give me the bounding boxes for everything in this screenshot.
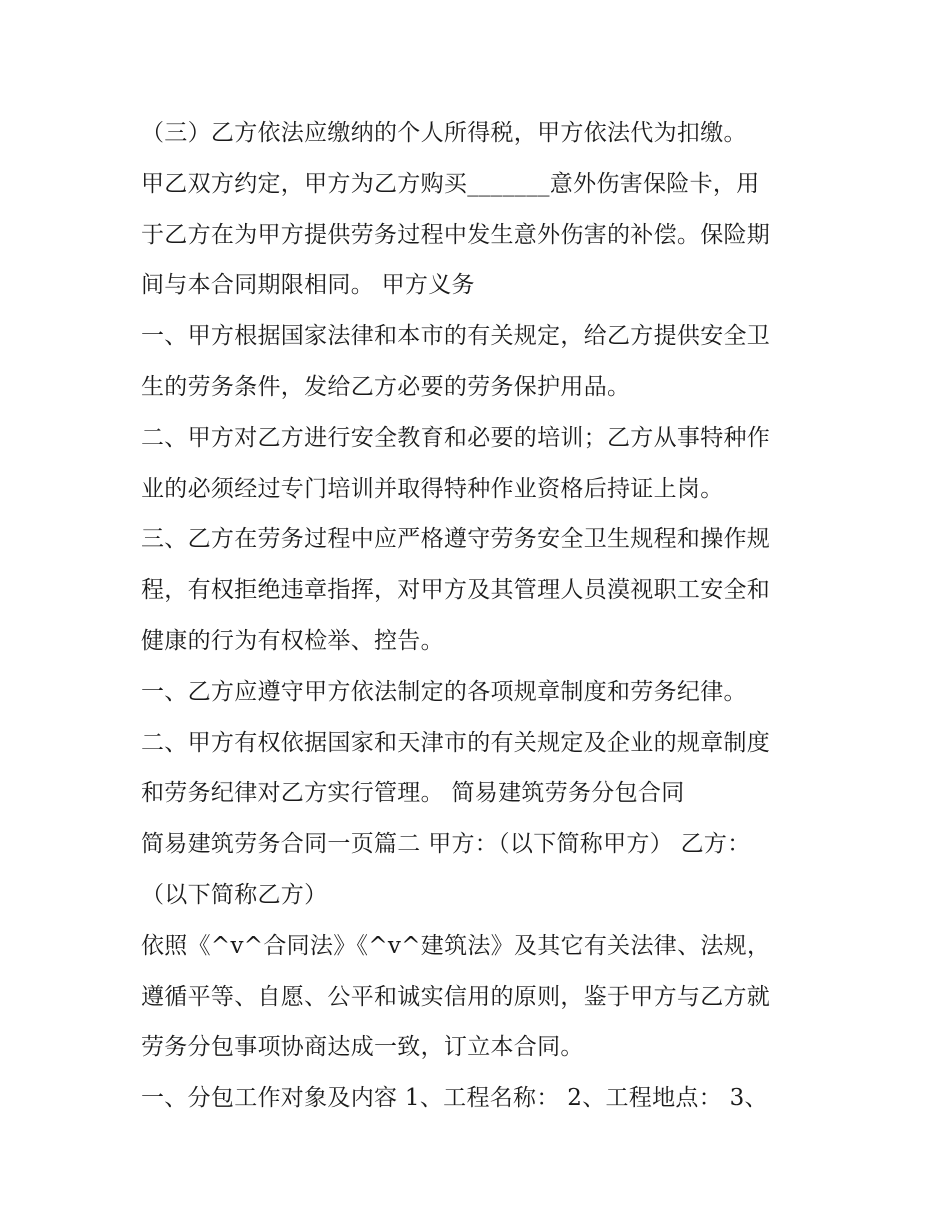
text-line: 健康的行为有权检举、控告。 <box>141 627 444 654</box>
text-line: 遵循平等、自愿、公平和诚实信用的原则，鉴于甲方与乙方就 <box>141 983 771 1010</box>
text-line: （三）乙方依法应缴纳的个人所得税，甲方依法代为扣缴。 <box>141 120 747 146</box>
text-line: 间与本合同期限相同。 甲方义务 <box>141 272 475 299</box>
text-line: （以下简称乙方） <box>141 881 328 908</box>
document-body <box>141 108 821 1124</box>
text-line: 程，有权拒绝违章指挥，对甲方及其管理人员漠视职工安全和 <box>141 577 771 604</box>
text-line: 一、乙方应遵守甲方依法制定的各项规章制度和劳务纪律。 <box>141 678 747 705</box>
text-line: 甲乙双方约定，甲方为乙方购买_______意外伤害保险卡，用 <box>141 170 760 197</box>
text-line: 于乙方在为甲方提供劳务过程中发生意外伤害的补偿。保险期 <box>141 221 771 248</box>
text-line: 生的劳务条件，发给乙方必要的劳务保护用品。 <box>141 373 631 400</box>
text-line: 二、甲方对乙方进行安全教育和必要的培训；乙方从事特种作 <box>141 424 771 451</box>
text-line: 业的必须经过专门培训并取得特种作业资格后持证上岗。 <box>141 475 724 502</box>
text-line: 简易建筑劳务合同一页篇二 甲方：（以下简称甲方） 乙方： <box>141 831 751 858</box>
text-line: 劳务分包事项协商达成一致，订立本合同。 <box>141 1034 584 1061</box>
text-line: 一、甲方根据国家法律和本市的有关规定，给乙方提供安全卫 <box>141 323 771 350</box>
text-line: 二、甲方有权依据国家和天津市的有关规定及企业的规章制度 <box>141 729 771 756</box>
text-line: 三、乙方在劳务过程中应严格遵守劳务安全卫生规程和操作规 <box>141 526 771 553</box>
text-line: 一、分包工作对象及内容 1、工程名称： 2、工程地点： 3、 <box>141 1085 768 1112</box>
text-line: 依照《^v^合同法》《^v^建筑法》及其它有关法律、法规， <box>141 932 771 959</box>
text-line: 和劳务纪律对乙方实行管理。 简易建筑劳务分包合同 <box>141 780 685 807</box>
